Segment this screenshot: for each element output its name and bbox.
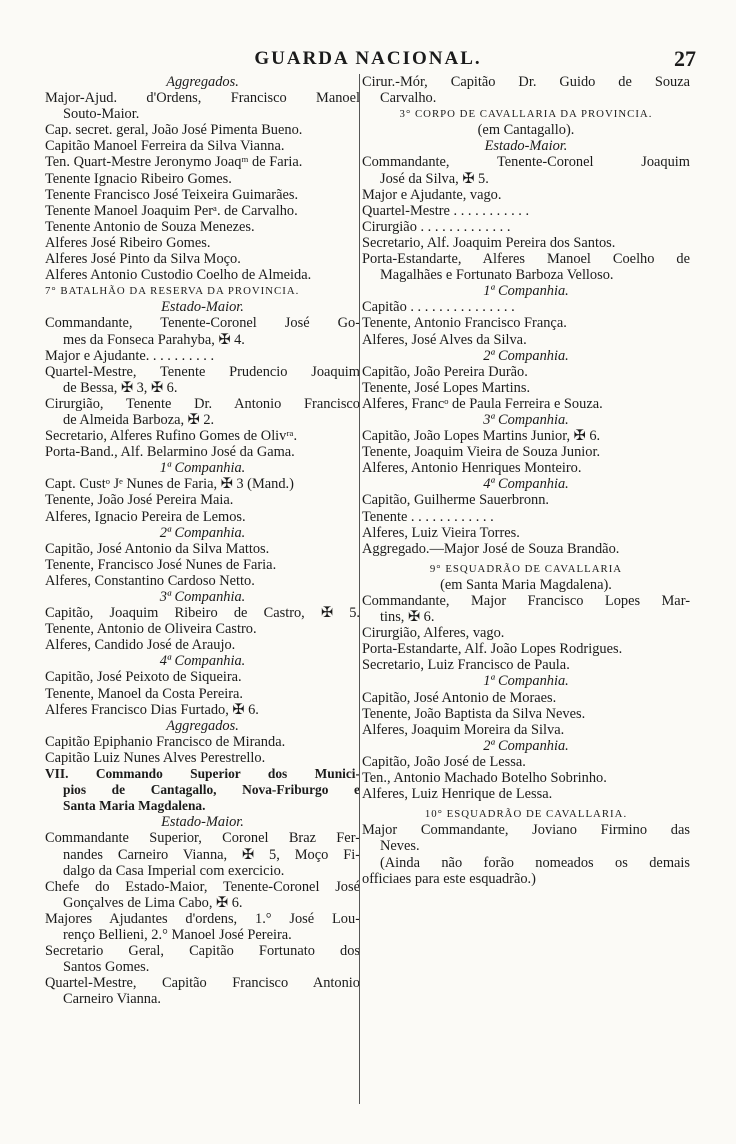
text-line: officiaes para este esquadrão.)	[362, 870, 536, 887]
section-heading: 1ª Companhia.	[483, 673, 569, 690]
running-title: GUARDA NACIONAL.	[254, 48, 482, 69]
section-heading: (em Cantagallo).	[477, 122, 575, 139]
section-heading: Aggregados.	[166, 717, 239, 734]
text-line: Major e Ajudante, vago.	[362, 186, 502, 203]
page-number: 27	[674, 46, 696, 71]
text-line: Alferes, Joaquim Moreira da Silva.	[362, 721, 565, 738]
text-line: nandes Carneiro Vianna, ✠ 5, Moço Fi-	[63, 846, 360, 863]
text-line: Tenente . . . . . . . . . . . .	[362, 508, 494, 525]
text-line: Santos Gomes.	[63, 959, 150, 976]
text-line: Tenente, João José Pereira Maia.	[45, 492, 234, 509]
text-line: Capitão Manoel Ferreira da Silva Vianna.	[45, 138, 285, 155]
text-line: Souto-Maior.	[63, 106, 140, 123]
text-line: Tenente Manoel Joaquim Perᵃ. de Carvalho.	[45, 202, 298, 219]
text-line: Cirur.-Mór, Capitão Dr. Guido de Souza	[362, 74, 690, 90]
text-line: Alferes José Ribeiro Gomes.	[45, 234, 211, 251]
text-line: Capt. Custᵒ Jᵉ Nunes de Faria, ✠ 3 (Mand.)	[45, 476, 294, 493]
section-heading: Aggregados.	[166, 74, 239, 90]
text-line: tins, ✠ 6.	[380, 609, 435, 626]
text-line: VII. Commando Superior dos Munici-	[45, 766, 360, 782]
text-line: Ten., Antonio Machado Botelho Sobrinho.	[362, 770, 607, 787]
section-heading: 4ª Companhia.	[483, 476, 569, 493]
text-line: Capitão, Guilherme Sauerbronn.	[362, 492, 550, 509]
text-line: Alferes, Constantino Cardoso Netto.	[45, 572, 255, 589]
text-line: de Almeida Barboza, ✠ 2.	[63, 411, 215, 428]
section-heading: Estado-Maior.	[161, 299, 244, 316]
text-line: Commandante, Major Francisco Lopes Mar-	[362, 593, 690, 609]
text-line: Capitão, José Antonio de Moraes.	[362, 689, 557, 706]
text-line: Secretario, Luiz Francisco de Paula.	[362, 657, 570, 674]
text-line: pios de Cantagallo, Nova-Friburgo e	[63, 782, 360, 798]
section-heading: 1ª Companhia.	[159, 460, 246, 477]
text-line: Tenente Francisco José Teixeira Guimarães.	[45, 186, 299, 203]
text-line: Alferes Antonio Custodio Coelho de Almeida.	[45, 267, 312, 284]
section-heading: 10° ESQUADRÃO DE CAVALLARIA.	[424, 808, 628, 821]
text-line: Tenente, Antonio de Oliveira Castro.	[45, 621, 257, 638]
text-line: Alferes Francisco Dias Furtado, ✠ 6.	[45, 701, 259, 718]
left-column	[45, 74, 360, 1007]
text-line: Tenente, Joaquim Vieira de Souza Junior.	[362, 444, 601, 461]
text-line: Capitão, Joaquim Ribeiro de Castro, ✠ 5.	[45, 605, 360, 622]
text-line: Tenente, Francisco José Nunes de Faria.	[45, 556, 277, 573]
text-line: José da Silva, ✠ 5.	[380, 170, 489, 187]
text-line: Alferes, Francᵒ de Paula Ferreira e Souza.	[362, 395, 603, 412]
right-column	[362, 74, 690, 887]
text-line: Quartel-Mestre, Tenente Prudencio Joaquim	[45, 363, 360, 380]
text-line: Capitão, José Antonio da Silva Mattos.	[45, 540, 270, 557]
text-line: Secretario, Alferes Rufino Gomes de Olivʳᵃ.	[45, 428, 298, 445]
section-heading: 2ª Companhia.	[483, 737, 569, 754]
section-heading: 3ª Companhia.	[159, 589, 246, 605]
text-line: Alferes, Luiz Henrique de Lessa.	[362, 786, 553, 803]
text-line: Commandante Superior, Coronel Braz Fer-	[45, 830, 360, 847]
text-line: Aggregado.—Major José de Souza Brandão.	[362, 540, 620, 557]
text-line: Alferes, José Alves da Silva.	[362, 331, 527, 348]
text-line: Capitão, João Pereira Durão.	[362, 363, 528, 380]
text-line: (Ainda não forão nomeados os demais	[380, 854, 690, 871]
text-line: Commandante, Tenente-Coronel Joaquim	[362, 154, 690, 171]
text-line: Quartel-Mestre . . . . . . . . . . .	[362, 202, 530, 219]
text-line: Capitão Epiphanio Francisco de Miranda.	[45, 733, 286, 750]
text-line: Cap. secret. geral, João José Pimenta Bueno.	[45, 122, 303, 139]
text-line: Porta-Band., Alf. Belarmino José da Gama.	[45, 444, 295, 461]
section-heading: 1ª Companhia.	[483, 283, 569, 300]
text-line: Major e Ajudante. . . . . . . . . .	[45, 347, 215, 364]
text-line: Alferes, Luiz Vieira Torres.	[362, 524, 520, 541]
text-line: Cirurgião . . . . . . . . . . . . .	[362, 218, 511, 235]
text-line: Tenente, José Lopes Martins.	[362, 379, 531, 396]
text-line: Capitão . . . . . . . . . . . . . . .	[362, 299, 515, 316]
section-heading: 2ª Companhia.	[159, 524, 246, 541]
text-line: renço Bellieni, 2.° Manoel José Pereira.	[63, 926, 292, 943]
section-heading: 3° CORPO DE CAVALLARIA DA PROVINCIA.	[399, 108, 653, 121]
text-line: Tenente Ignacio Ribeiro Gomes.	[45, 170, 232, 187]
text-line: dalgo da Casa Imperial com exercicio.	[63, 862, 285, 879]
text-line: Alferes, Ignacio Pereira de Lemos.	[45, 508, 246, 525]
text-line: Alferes José Pinto da Silva Moço.	[45, 251, 241, 268]
text-line: Secretario, Alf. Joaquim Pereira dos Santos.	[362, 234, 616, 251]
text-line: Tenente, Antonio Francisco França.	[362, 315, 567, 332]
text-line: Commandante, Tenente-Coronel José Go-	[45, 315, 360, 332]
text-line: Capitão, José Peixoto de Siqueira.	[45, 669, 242, 686]
text-line: mes da Fonseca Parahyba, ✠ 4.	[63, 331, 245, 348]
text-line: Cirurgião, Tenente Dr. Antonio Francisco	[45, 395, 360, 412]
section-heading: (em Santa Maria Magdalena).	[440, 576, 612, 593]
section-heading: 2ª Companhia.	[483, 347, 569, 364]
section-heading: Estado-Maior.	[161, 814, 244, 831]
text-line: de Bessa, ✠ 3, ✠ 6.	[63, 379, 178, 396]
text-line: Cirurgião, Alferes, vago.	[362, 625, 505, 642]
text-line: Alferes, Antonio Henriques Monteiro.	[362, 460, 582, 477]
text-line: Majores Ajudantes d'ordens, 1.° José Lou-	[45, 910, 360, 927]
text-line: Major-Ajud. d'Ordens, Francisco Manoel	[45, 90, 360, 107]
text-line: Capitão, João Lopes Martins Junior, ✠ 6.	[362, 428, 601, 445]
text-line: Tenente, Manoel da Costa Pereira.	[45, 685, 243, 702]
section-heading: 3ª Companhia.	[483, 411, 569, 428]
text-line: Capitão Luiz Nunes Alves Perestrello.	[45, 749, 266, 766]
text-line: Carvalho.	[380, 90, 437, 107]
section-heading: 9° ESQUADRÃO DE CAVALLARIA	[429, 562, 623, 575]
text-line: Capitão, João José de Lessa.	[362, 753, 526, 770]
text-line: Ten. Quart-Mestre Jeronymo Joaqᵐ de Faria.	[45, 154, 303, 171]
text-line: Gonçalves de Lima Cabo, ✠ 6.	[63, 894, 243, 911]
section-heading: 7° BATALHÃO DA RESERVA DA PROVINCIA.	[45, 285, 300, 298]
text-line: Porta-Estandarte, Alf. João Lopes Rodrigues.	[362, 641, 623, 658]
text-line: Tenente Antonio de Souza Menezes.	[45, 218, 255, 235]
text-line: Neves.	[380, 838, 420, 855]
text-line: Tenente, João Baptista da Silva Neves.	[362, 705, 586, 722]
text-line: Porta-Estandarte, Alferes Manoel Coelho de	[362, 251, 690, 268]
column-divider	[359, 74, 360, 1104]
text-line: Carneiro Vianna.	[63, 991, 161, 1008]
section-heading: 4ª Companhia.	[159, 653, 246, 670]
text-line: Santa Maria Magdalena.	[63, 798, 206, 814]
text-line: Secretario Geral, Capitão Fortunato dos	[45, 943, 360, 960]
section-heading: Estado-Maior.	[484, 138, 568, 155]
text-line: Major Commandante, Joviano Firmino das	[362, 822, 690, 839]
text-line: Magalhães e Fortunato Barboza Velloso.	[380, 267, 614, 284]
text-line: Quartel-Mestre, Capitão Francisco Antonio	[45, 975, 360, 992]
text-line: Chefe do Estado-Maior, Tenente-Coronel José	[45, 878, 360, 895]
text-line: Alferes, Candido José de Araujo.	[45, 637, 236, 654]
